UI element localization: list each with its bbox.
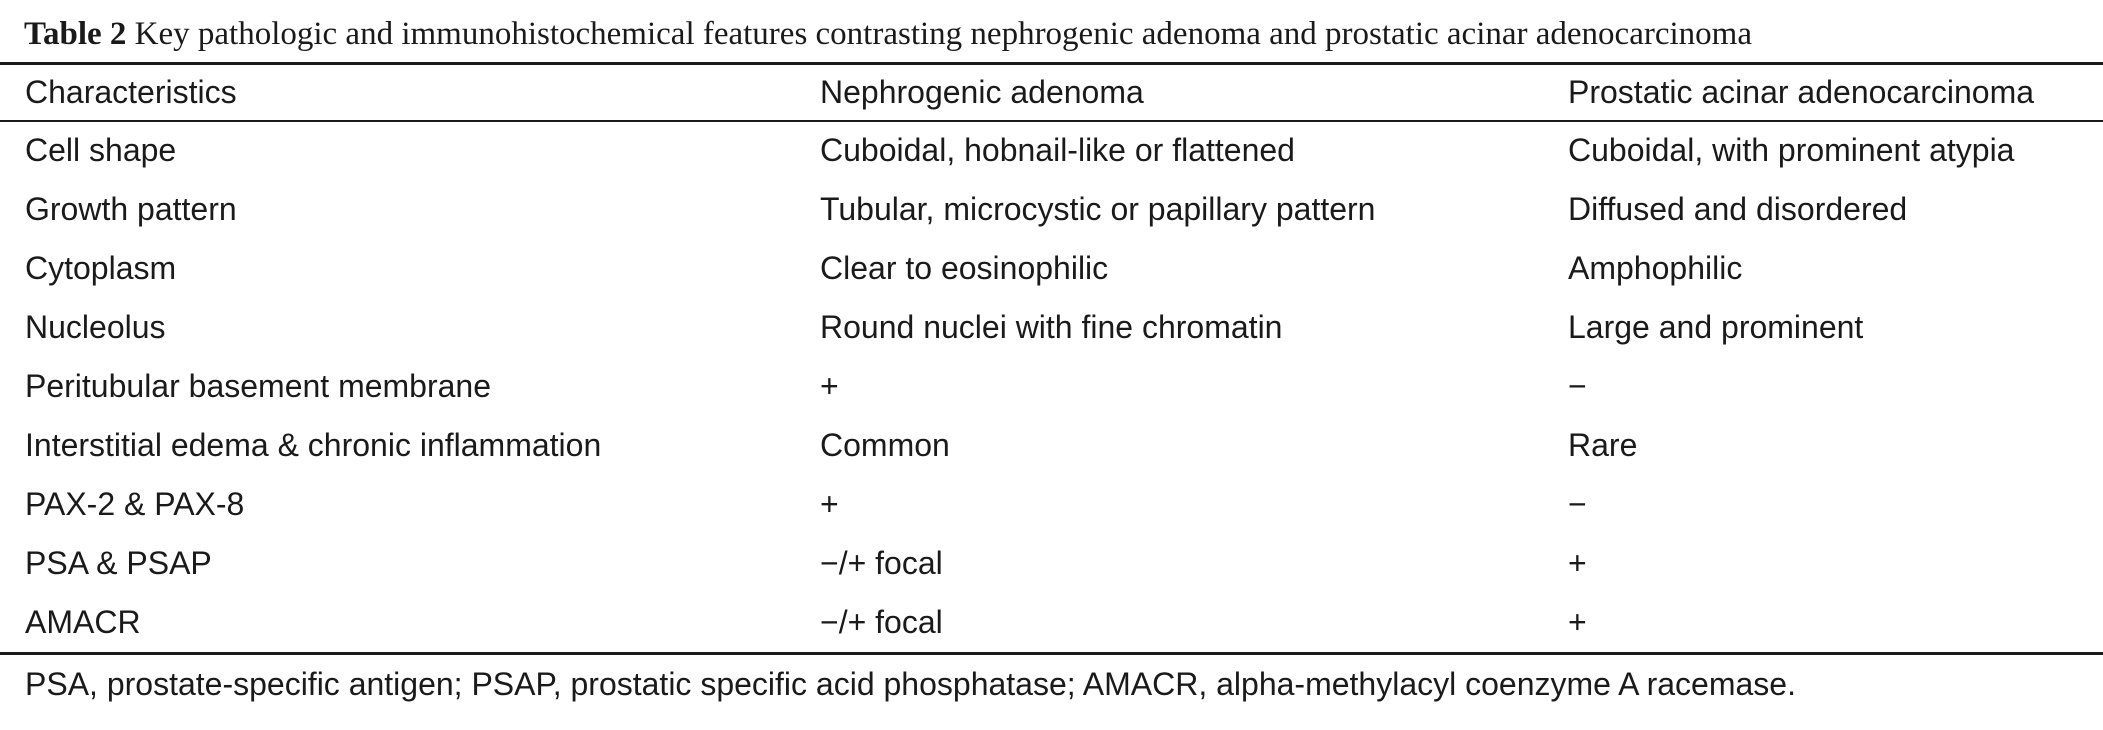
row-prostatic-value: Cuboidal, with prominent atypia bbox=[1568, 132, 2015, 168]
header-row bbox=[0, 63, 2103, 121]
row-characteristic: Cytoplasm bbox=[25, 250, 177, 286]
table-caption bbox=[24, 12, 1752, 56]
table-row bbox=[0, 180, 2103, 239]
row-characteristic: AMACR bbox=[25, 604, 141, 640]
table-caption-text: Key pathologic and immunohistochemical features contrasting nephrogenic adenoma and prostatic acinar adenocarcinoma bbox=[134, 16, 1752, 52]
table-row bbox=[0, 121, 2103, 180]
row-prostatic-value: − bbox=[1568, 486, 1587, 522]
data-table bbox=[0, 63, 2103, 652]
table-row bbox=[0, 475, 2103, 534]
row-prostatic-value: + bbox=[1568, 604, 1587, 640]
table-row bbox=[0, 357, 2103, 416]
table-row bbox=[0, 298, 2103, 357]
table-row bbox=[0, 534, 2103, 593]
bottom-rule bbox=[0, 652, 2103, 655]
column-header-nephrogenic-adenoma: Nephrogenic adenoma bbox=[820, 73, 1144, 110]
table-row bbox=[0, 416, 2103, 475]
row-prostatic-value: Large and prominent bbox=[1568, 309, 1864, 345]
table-row bbox=[0, 593, 2103, 652]
row-characteristic: Peritubular basement membrane bbox=[25, 368, 492, 404]
column-header-prostatic-adenocarcinoma: Prostatic acinar adenocarcinoma bbox=[1568, 73, 2035, 110]
row-prostatic-value: − bbox=[1568, 368, 1587, 404]
row-characteristic: PAX-2 & PAX-8 bbox=[25, 486, 245, 522]
row-characteristic: Interstitial edema & chronic inflammation bbox=[25, 427, 602, 463]
row-nephrogenic-value: Round nuclei with fine chromatin bbox=[820, 309, 1283, 345]
table-caption-label: Table 2 bbox=[24, 16, 127, 52]
row-nephrogenic-value: Cuboidal, hobnail-like or flattened bbox=[820, 132, 1295, 168]
row-characteristic: Nucleolus bbox=[25, 309, 166, 345]
row-prostatic-value: Amphophilic bbox=[1568, 250, 1743, 286]
row-nephrogenic-value: + bbox=[820, 368, 839, 404]
row-characteristic: PSA & PSAP bbox=[25, 545, 212, 581]
row-nephrogenic-value: Tubular, microcystic or papillary pattern bbox=[820, 191, 1376, 227]
table-row bbox=[0, 239, 2103, 298]
table-footnote: PSA, prostate-specific antigen; PSAP, prostatic specific acid phosphatase; AMACR, alpha-methylacyl coenzyme A racemase. bbox=[25, 666, 1796, 702]
row-nephrogenic-value: Common bbox=[820, 427, 950, 463]
row-nephrogenic-value: −/+ focal bbox=[820, 604, 943, 640]
row-nephrogenic-value: −/+ focal bbox=[820, 545, 943, 581]
column-header-characteristics: Characteristics bbox=[25, 73, 237, 110]
row-prostatic-value: Rare bbox=[1568, 427, 1638, 463]
row-prostatic-value: + bbox=[1568, 545, 1587, 581]
row-prostatic-value: Diffused and disordered bbox=[1568, 191, 1908, 227]
row-nephrogenic-value: Clear to eosinophilic bbox=[820, 250, 1109, 286]
row-characteristic: Growth pattern bbox=[25, 191, 237, 227]
row-nephrogenic-value: + bbox=[820, 486, 839, 522]
row-characteristic: Cell shape bbox=[25, 132, 177, 168]
